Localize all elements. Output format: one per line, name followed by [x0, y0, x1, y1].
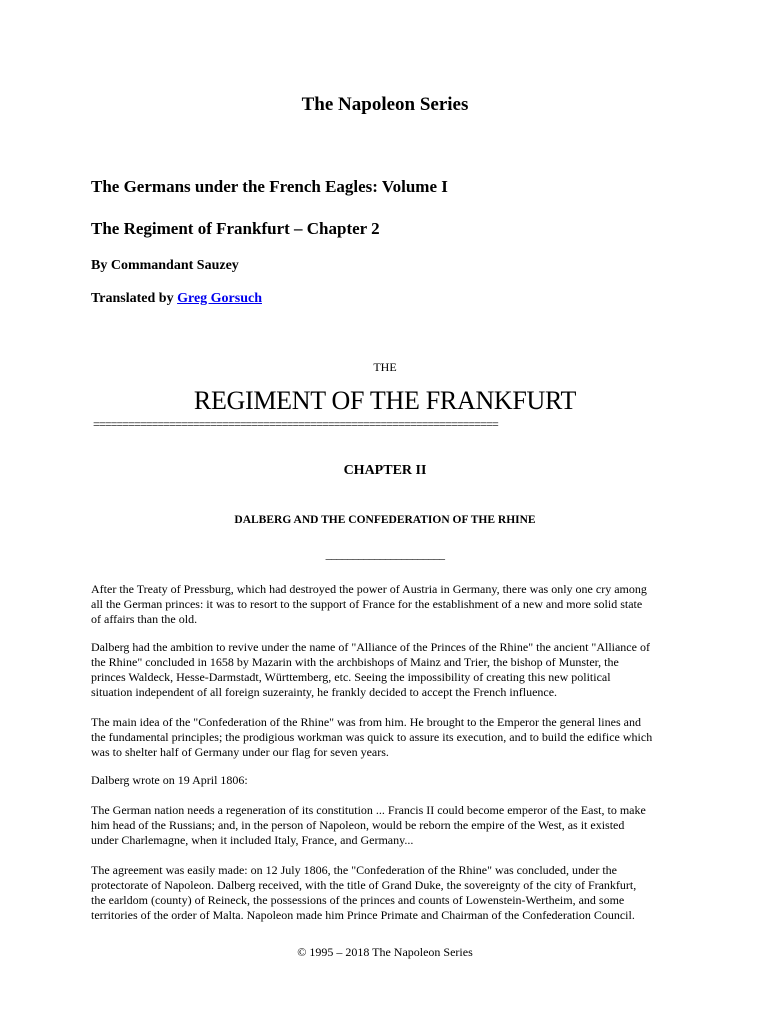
- site-title: The Napoleon Series: [301, 94, 469, 115]
- paragraph-line: the earldom (county) of Reineck, the possessions of the princes and counts of Lowenstein-Wertheim, and some: [91, 893, 625, 907]
- paragraph-line: The agreement was easily made: on 12 July 1806, the "Confederation of the Rhine" was concluded, under the: [91, 863, 617, 877]
- author-line: By Commandant Sauzey: [91, 258, 239, 273]
- paragraph-line: Dalberg wrote on 19 April 1806:: [91, 773, 248, 787]
- paragraph-line: The German nation needs a regeneration of its constitution ... Francis II could become emperor of the East, to make: [91, 803, 646, 817]
- paragraph-line: him head of the Russians; and, in the person of Napoleon, would be reborn the empire of the West, as it existed: [91, 818, 625, 832]
- translator-prefix: Translated by: [91, 291, 178, 306]
- equals-rule: =====================================================================: [93, 417, 498, 431]
- separator-line: ______________________: [325, 547, 445, 561]
- copyright-footer: © 1995 – 2018 The Napoleon Series: [297, 945, 473, 959]
- paragraph-line: the fundamental principles; the prodigious workman was quick to assure its execution, and to build the edifice which: [91, 730, 653, 744]
- paragraph-line: Dalberg had the ambition to revive under the name of "Alliance of the Princes of the Rhine" the ancient "Alliance of: [91, 640, 650, 654]
- paragraph-line: the Rhine" concluded in 1658 by Mazarin with the archbishops of Mainz and Trier, the bishop of Munster, the: [91, 655, 619, 669]
- paragraph-line: of affairs than the old.: [91, 612, 198, 626]
- chapter-subtitle: DALBERG AND THE CONFEDERATION OF THE RHINE: [234, 514, 536, 526]
- translator-link[interactable]: Greg Gorsuch: [177, 291, 262, 306]
- translator-line: [91, 291, 262, 307]
- the-label: THE: [373, 360, 397, 374]
- paragraph-line: protectorate of Napoleon. Dalberg received, with the title of Grand Duke, the sovereignty of the city of Frankfurt,: [91, 878, 637, 892]
- paragraph-line: princes Waldeck, Hesse-Darmstadt, Württemberg, etc. Seeing the impossibility of creating this new political: [91, 670, 611, 684]
- paragraph-line: was to shelter half of Germany under our flag for seven years.: [91, 745, 389, 759]
- chapter-heading: The Regiment of Frankfurt – Chapter 2: [91, 219, 380, 238]
- paragraph-line: all the German princes: it was to resort to the support of France for the establishment of a new and more solid state: [91, 597, 643, 611]
- chapter-number: CHAPTER II: [343, 463, 427, 478]
- paragraph-line: under Charlemagne, when it included Italy, France, and Germany...: [91, 833, 414, 847]
- paragraph-line: The main idea of the "Confederation of the Rhine" was from him. He brought to the Emperor the general lines and: [91, 715, 641, 729]
- paragraph-line: After the Treaty of Pressburg, which had destroyed the power of Austria in Germany, there was only one cry among: [91, 582, 647, 596]
- work-title: The Germans under the French Eagles: Volume I: [91, 177, 448, 196]
- regiment-title: REGIMENT OF THE FRANKFURT: [193, 386, 577, 415]
- paragraph-line: situation independent of all foreign suzerainty, he frankly decided to accept the French influence.: [91, 685, 558, 699]
- paragraph-line: territories of the order of Malta. Napoleon made him Prince Primate and Chairman of the Confederation Council.: [91, 908, 635, 922]
